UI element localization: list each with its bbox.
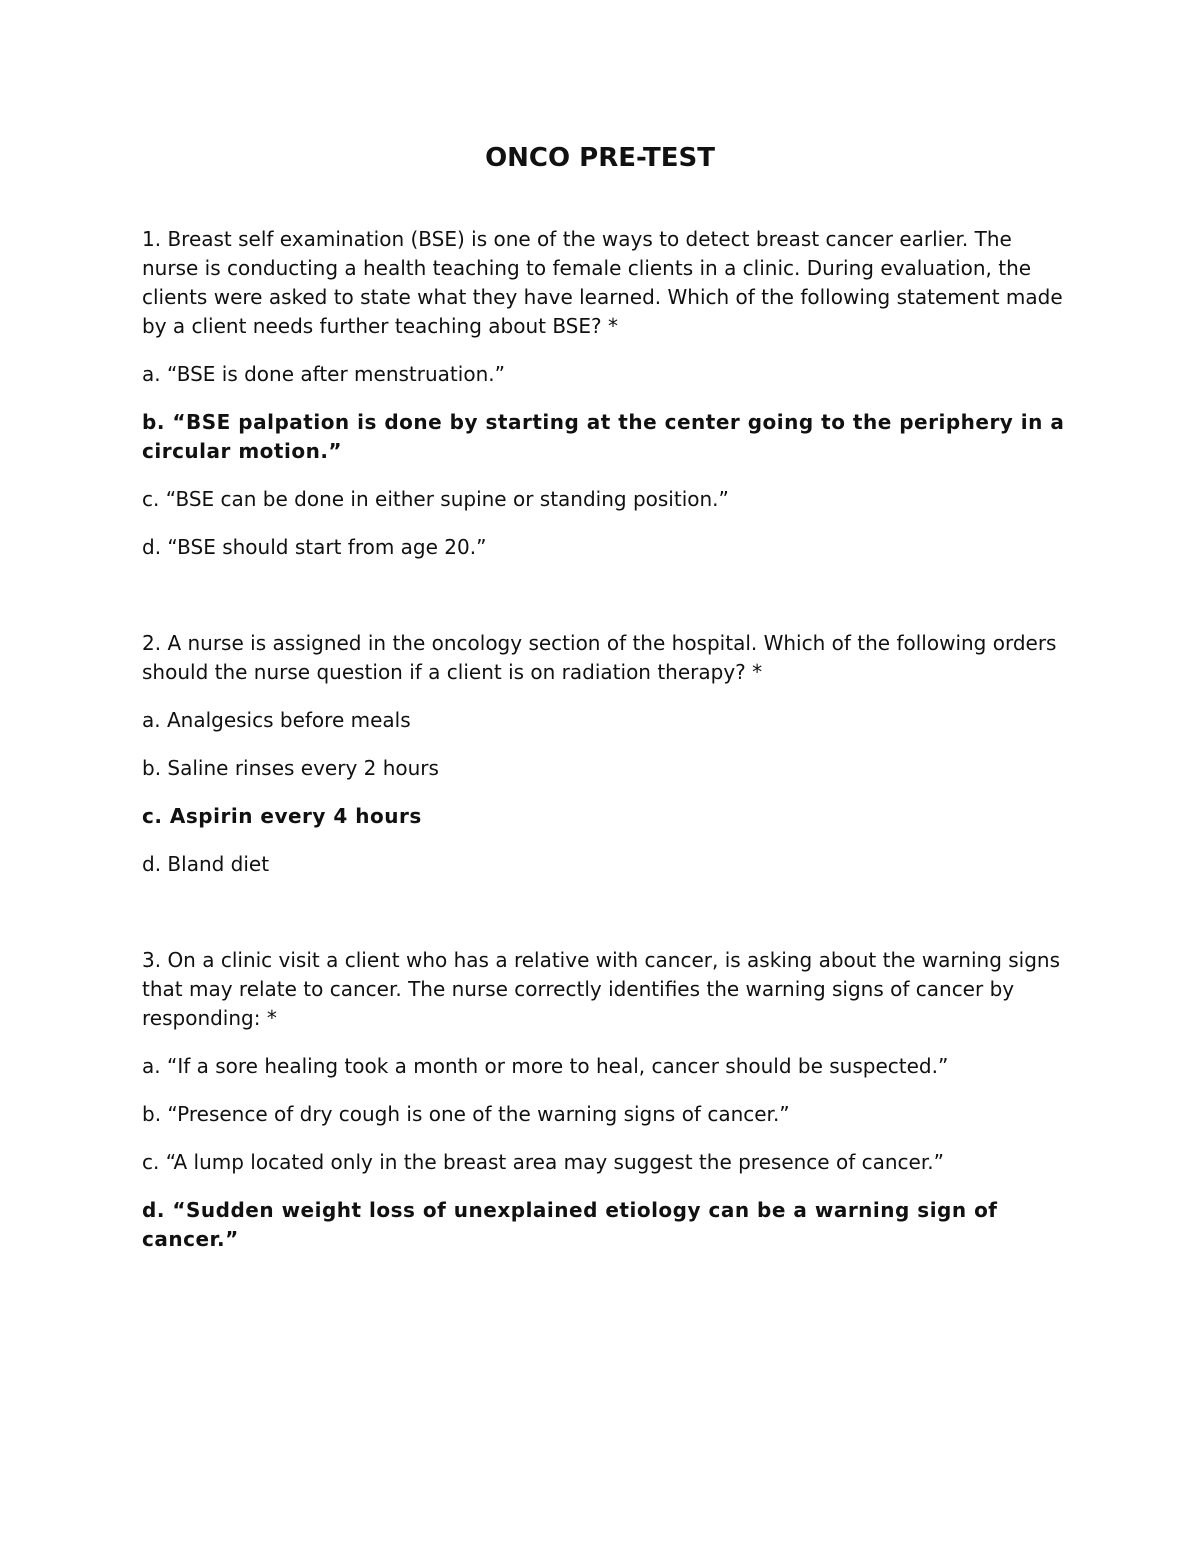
- question-3: [142, 946, 1072, 1254]
- answer-option-b: b. “Presence of dry cough is one of the warning signs of cancer.”: [142, 1102, 790, 1126]
- question-divider: [142, 581, 1072, 629]
- answer-option-a: a. Analgesics before meals: [142, 708, 411, 732]
- answer-option-d: d. Bland diet: [142, 852, 270, 876]
- question-text: 3. On a clinic visit a client who has a relative with cancer, is asking about the warning signs that may relate to cancer. The nurse correctly identifies the warning signs of cancer by responding: *: [142, 948, 1061, 1030]
- question-divider: [142, 898, 1072, 946]
- answer-option-b: b. Saline rinses every 2 hours: [142, 756, 439, 780]
- answer-option-d: d. “BSE should start from age 20.”: [142, 535, 487, 559]
- answer-option-a: a. “BSE is done after menstruation.”: [142, 362, 505, 386]
- answer-option-c: c. “A lump located only in the breast area may suggest the presence of cancer.”: [142, 1150, 944, 1174]
- answer-option-d-correct: d. “Sudden weight loss of unexplained etiology can be a warning sign of cancer.”: [142, 1198, 998, 1251]
- page-title: ONCO PRE-TEST: [485, 143, 715, 173]
- answer-option-b-correct: b. “BSE palpation is done by starting at the center going to the periphery in a circular motion.”: [142, 410, 1065, 463]
- answer-option-a: a. “If a sore healing took a month or more to heal, cancer should be suspected.”: [142, 1054, 949, 1078]
- question-2: [142, 629, 1072, 879]
- question-text: 2. A nurse is assigned in the oncology section of the hospital. Which of the following orders should the nurse question if a client is on radiation therapy? *: [142, 631, 1057, 684]
- question-1: [142, 225, 1072, 562]
- question-list: [142, 225, 1072, 1273]
- answer-option-c-correct: c. Aspirin every 4 hours: [142, 804, 422, 828]
- question-text: 1. Breast self examination (BSE) is one of the ways to detect breast cancer earlier. The nurse is conducting a health teaching to female clients in a clinic. During evaluation, the clients were asked to state what they have learned. Which of the following statement made by a client needs further teaching about BSE? *: [142, 227, 1063, 338]
- answer-option-c: c. “BSE can be done in either supine or standing position.”: [142, 487, 729, 511]
